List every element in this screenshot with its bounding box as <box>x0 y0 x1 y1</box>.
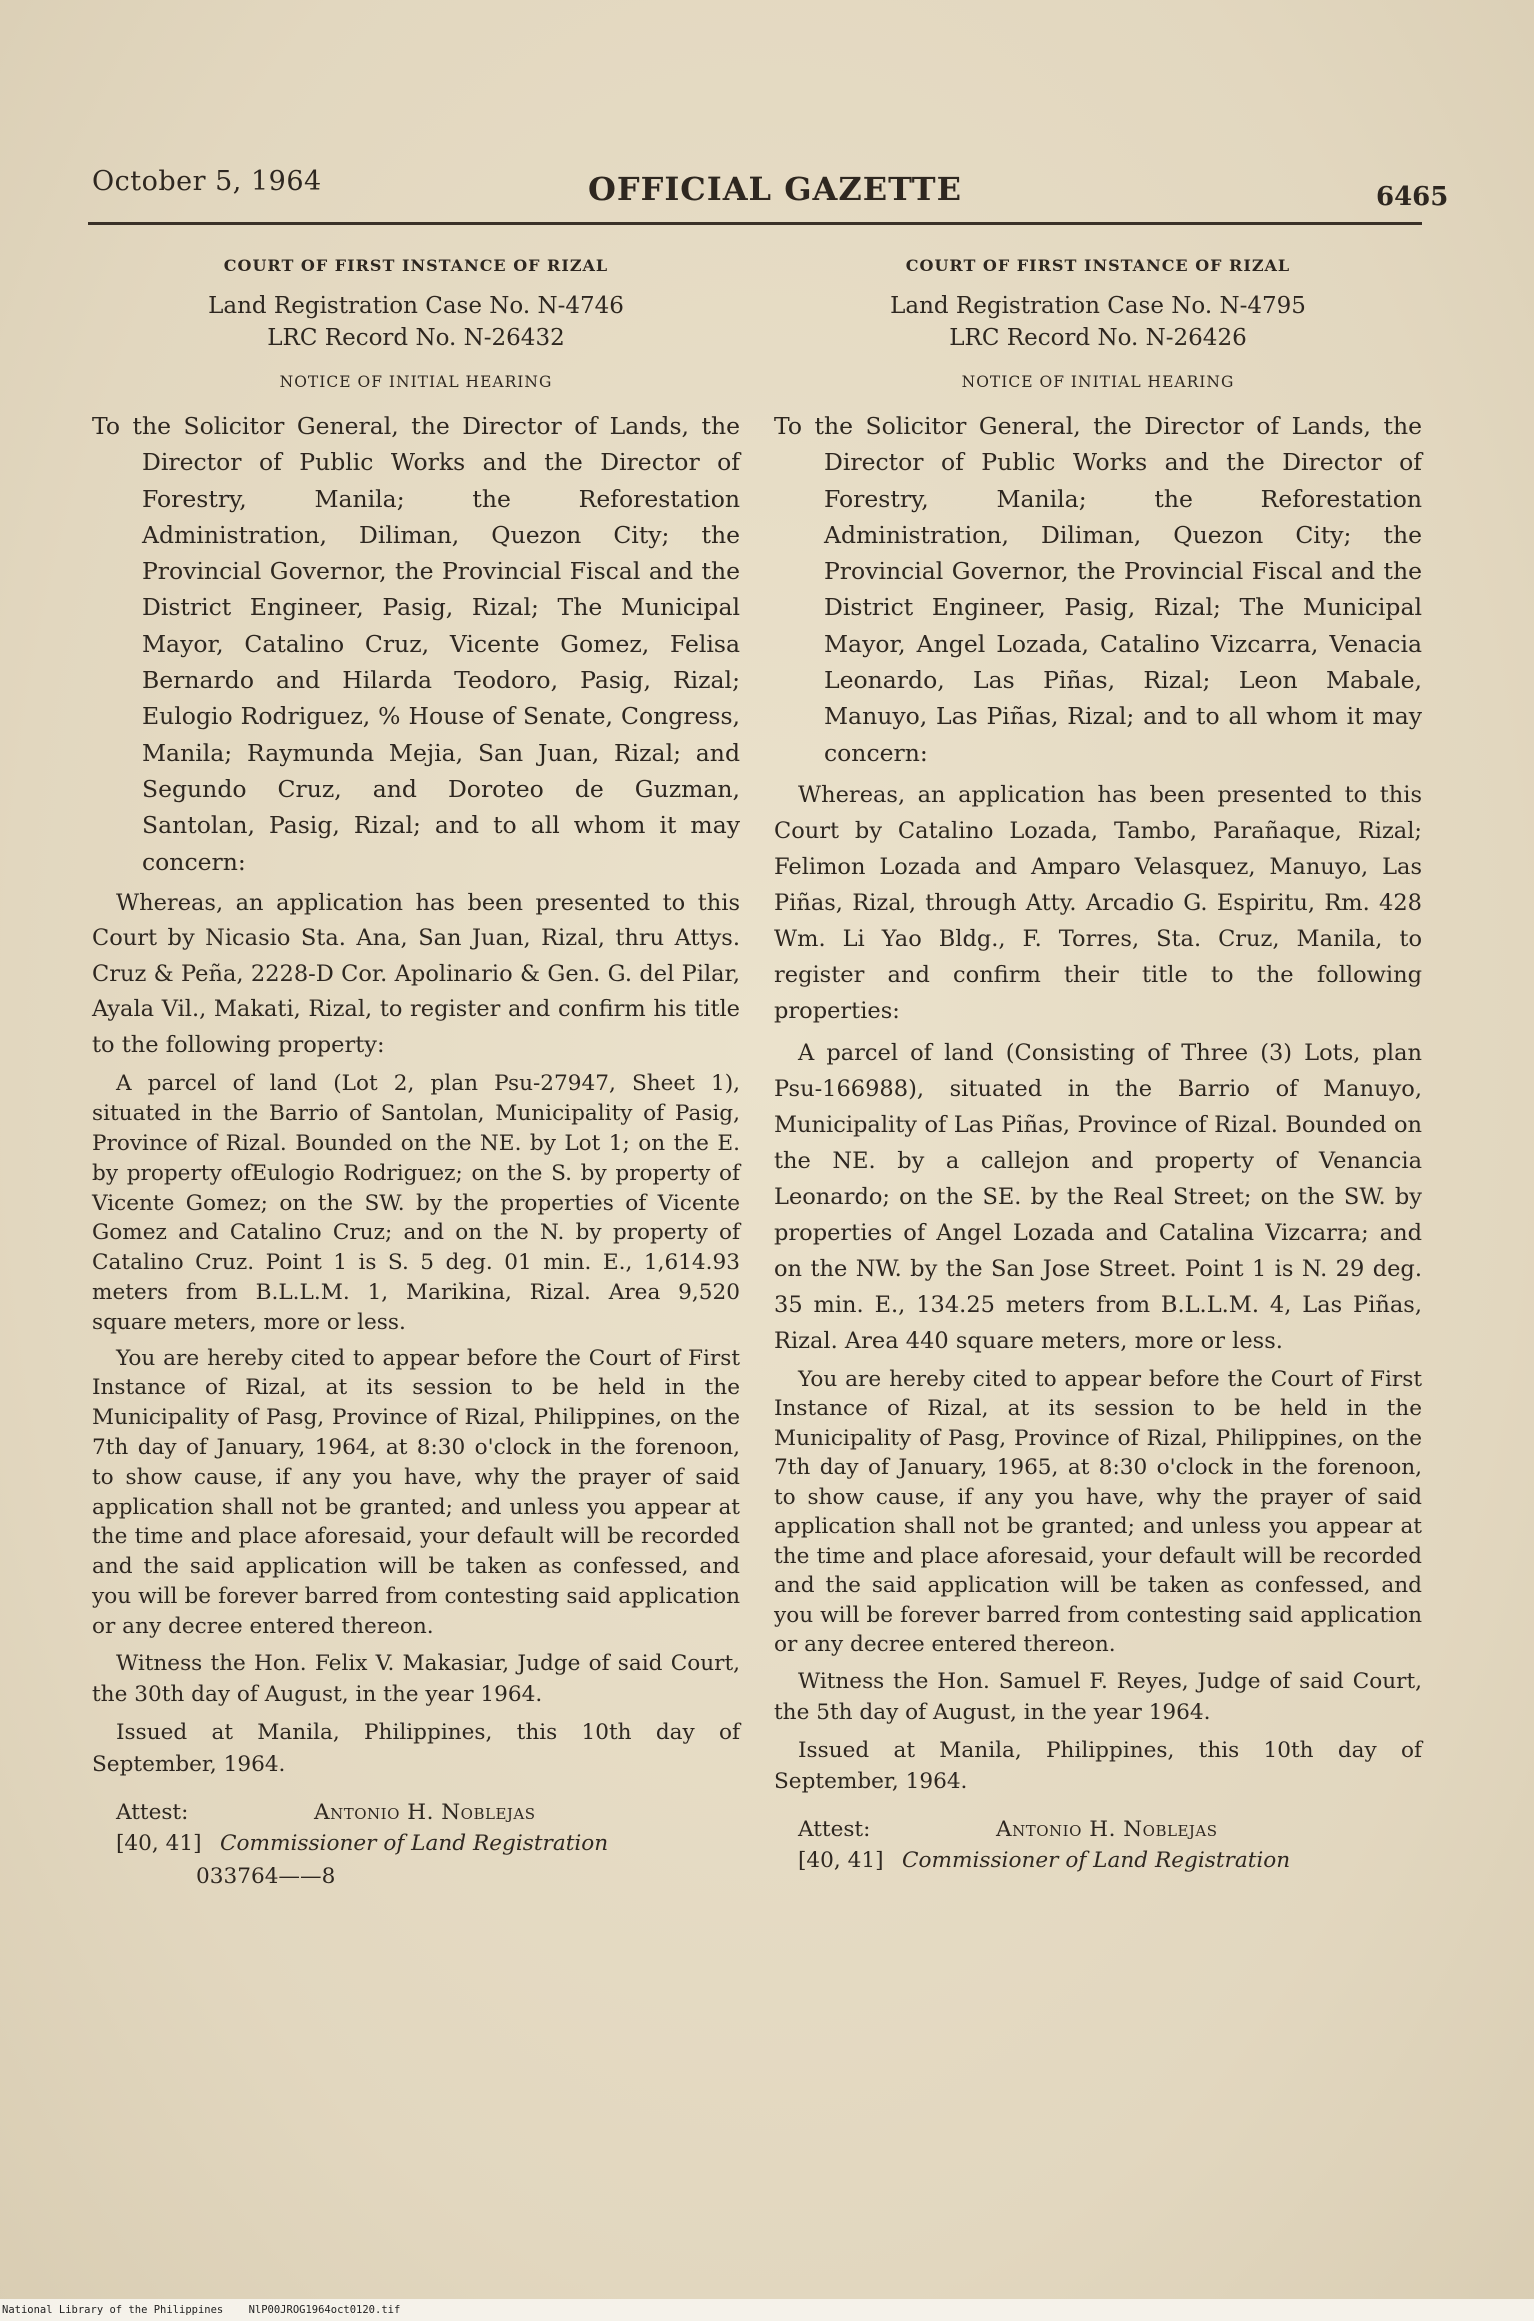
addressee-paragraph: To the Solicitor General, the Director of Lands, the Director of Public Works and the Director of Forestry, Manila; the Reforestation Administration, Diliman, Quezon City; the Provincial Governor, the Provincial Fiscal and the District Engineer, Pasig, Rizal; The Municipal Mayor, Angel Lozada, Catalino Vizcarra, Venacia Leonardo, Las Piñas, Rizal; Leon Mabale, Manuyo, Las Piñas, Rizal; and to all whom it may concern: <box>774 412 1422 767</box>
attest-label: Attest: <box>798 1816 871 1842</box>
attest-title: Commissioner of Land Registration <box>220 1830 609 1856</box>
attest-name: Antonio H. Noblejas <box>996 1816 1218 1842</box>
scan-footer <box>0 2299 1534 2321</box>
header-rule <box>88 222 1422 225</box>
issue-reference: [40, 41] <box>798 1847 884 1873</box>
witness-paragraph: Witness the Hon. Felix V. Makasiar, Judge of said Court, the 30th day of August, in the year 1964. <box>92 1650 740 1708</box>
issue-date: October 5, 1964 <box>92 166 322 197</box>
addressee-paragraph: To the Solicitor General, the Director of Lands, the Director of Public Works and the Director of Forestry, Manila; the Reforestation Administration, Diliman, Quezon City; the Provincial Governor, the Provincial Fiscal and the District Engineer, Pasig, Rizal; The Municipal Mayor, Catalino Cruz, Vicente Gomez, Felisa Bernardo and Hilarda Teodoro, Pasig, Rizal; Eulogio Rodriguez, % House of Senate, Congress, Manila; Raymunda Mejia, San Juan, Rizal; and Segundo Cruz, and Doroteo de Guzman, Santolan, Pasig, Rizal; and to all whom it may concern: <box>92 412 740 876</box>
notice-title: NOTICE OF INITIAL HEARING <box>961 373 1235 391</box>
property-paragraph: A parcel of land (Consisting of Three (3) Lots, plan Psu-166988), situated in the Barrio of Manuyo, Municipality of Las Piñas, Province of Rizal. Bounded on the NE. by a callejon and property of Venancia Leonardo; on the SE. by the Real Street; on the SW. by properties of Angel Lozada and Catalina Vizcarra; and on the NW. by the San Jose Street. Point 1 is N. 29 deg. 35 min. E., 134.25 meters from B.L.L.M. 4, Las Piñas, Rizal. Area 440 square meters, more or less. <box>774 1039 1422 1354</box>
attest-line <box>92 1797 740 1828</box>
lrc-record: LRC Record No. N-26432 <box>267 325 565 351</box>
issued-paragraph: Issued at Manila, Philippines, this 10th day of September, 1964. <box>774 1737 1422 1795</box>
whereas-paragraph: Whereas, an application has been presented to this Court by Nicasio Sta. Ana, San Juan, Rizal, thru Attys. Cruz & Peña, 2228-D Cor. Apolinario & Gen. G. del Pilar, Ayala Vil., Makati, Rizal, to register and confirm his title to the following property: <box>92 889 740 1058</box>
publication-title: OFFICIAL GAZETTE <box>588 170 962 208</box>
page-number: 6465 <box>1376 182 1449 212</box>
issued-paragraph: Issued at Manila, Philippines, this 10th day of September, 1964. <box>92 1720 740 1777</box>
court-heading: COURT OF FIRST INSTANCE OF RIZAL <box>905 256 1291 275</box>
left-notice <box>92 252 740 1895</box>
document-code: 033764——8 <box>196 1863 336 1889</box>
whereas-paragraph: Whereas, an application has been presented to this Court by Catalino Lozada, Tambo, Parañaque, Rizal; Felimon Lozada and Amparo Velasquez, Manuyo, Las Piñas, Rizal, through Atty. Arcadio G. Espiritu, Rm. 428 Wm. Li Yao Bldg., F. Torres, Sta. Cruz, Manila, to register and confirm their title to the following properties: <box>774 781 1422 1024</box>
signature-title-line <box>92 1828 740 1859</box>
signature-title-line <box>774 1845 1422 1876</box>
witness-paragraph: Witness the Hon. Samuel F. Reyes, Judge of said Court, the 5th day of August, in the year 1964. <box>774 1668 1422 1726</box>
footer-library: National Library of the Philippines <box>2 2304 224 2316</box>
citation-paragraph: You are hereby cited to appear before the Court of First Instance of Rizal, at its session to be held in the Municipality of Pasg, Province of Rizal, Philippines, on the 7th day of January, 1964, at 8:30 o'clock in the forenoon, to show cause, if any you have, why the prayer of said application shall not be granted; and unless you appear at the time and place aforesaid, your default will be recorded and the said application will be taken as confessed, and you will be forever barred from contesting said application or any decree entered thereon. <box>92 1345 740 1639</box>
attest-label: Attest: <box>116 1799 189 1825</box>
property-paragraph: A parcel of land (Lot 2, plan Psu-27947, Sheet 1), situated in the Barrio of Santolan, Municipality of Pasig, Province of Rizal. Bounded on the NE. by Lot 1; on the E. by property ofEulogio Rodriguez; on the S. by property of Vicente Gomez; on the SW. by the properties of Vicente Gomez and Catalino Cruz; and on the N. by property of Catalino Cruz. Point 1 is S. 5 deg. 01 min. E., 1,614.93 meters from B.L.L.M. 1, Marikina, Rizal. Area 9,520 square meters, more or less. <box>92 1071 740 1335</box>
footer-file: NlP00JROG1964oct0120.tif <box>248 2304 401 2316</box>
attest-line <box>774 1814 1422 1845</box>
citation-paragraph: You are hereby cited to appear before the Court of First Instance of Rizal, at its session to be held in the Municipality of Pasg, Province of Rizal, Philippines, on the 7th day of January, 1965, at 8:30 o'clock in the forenoon, to show cause, if any you have, why the prayer of said application shall not be granted; and unless you appear at the time and place aforesaid, your default will be recorded and the said application will be taken as confessed, and you will be forever barred from contesting said application or any decree entered thereon. <box>774 1366 1422 1658</box>
attest-name: Antonio H. Noblejas <box>314 1799 536 1825</box>
right-notice <box>774 252 1422 1876</box>
case-number: Land Registration Case No. N-4795 <box>890 293 1306 319</box>
issue-reference: [40, 41] <box>116 1830 202 1856</box>
notice-title: NOTICE OF INITIAL HEARING <box>279 373 553 391</box>
lrc-record: LRC Record No. N-26426 <box>949 325 1247 351</box>
case-number: Land Registration Case No. N-4746 <box>208 293 624 319</box>
attest-title: Commissioner of Land Registration <box>902 1847 1291 1873</box>
court-heading: COURT OF FIRST INSTANCE OF RIZAL <box>223 256 609 275</box>
